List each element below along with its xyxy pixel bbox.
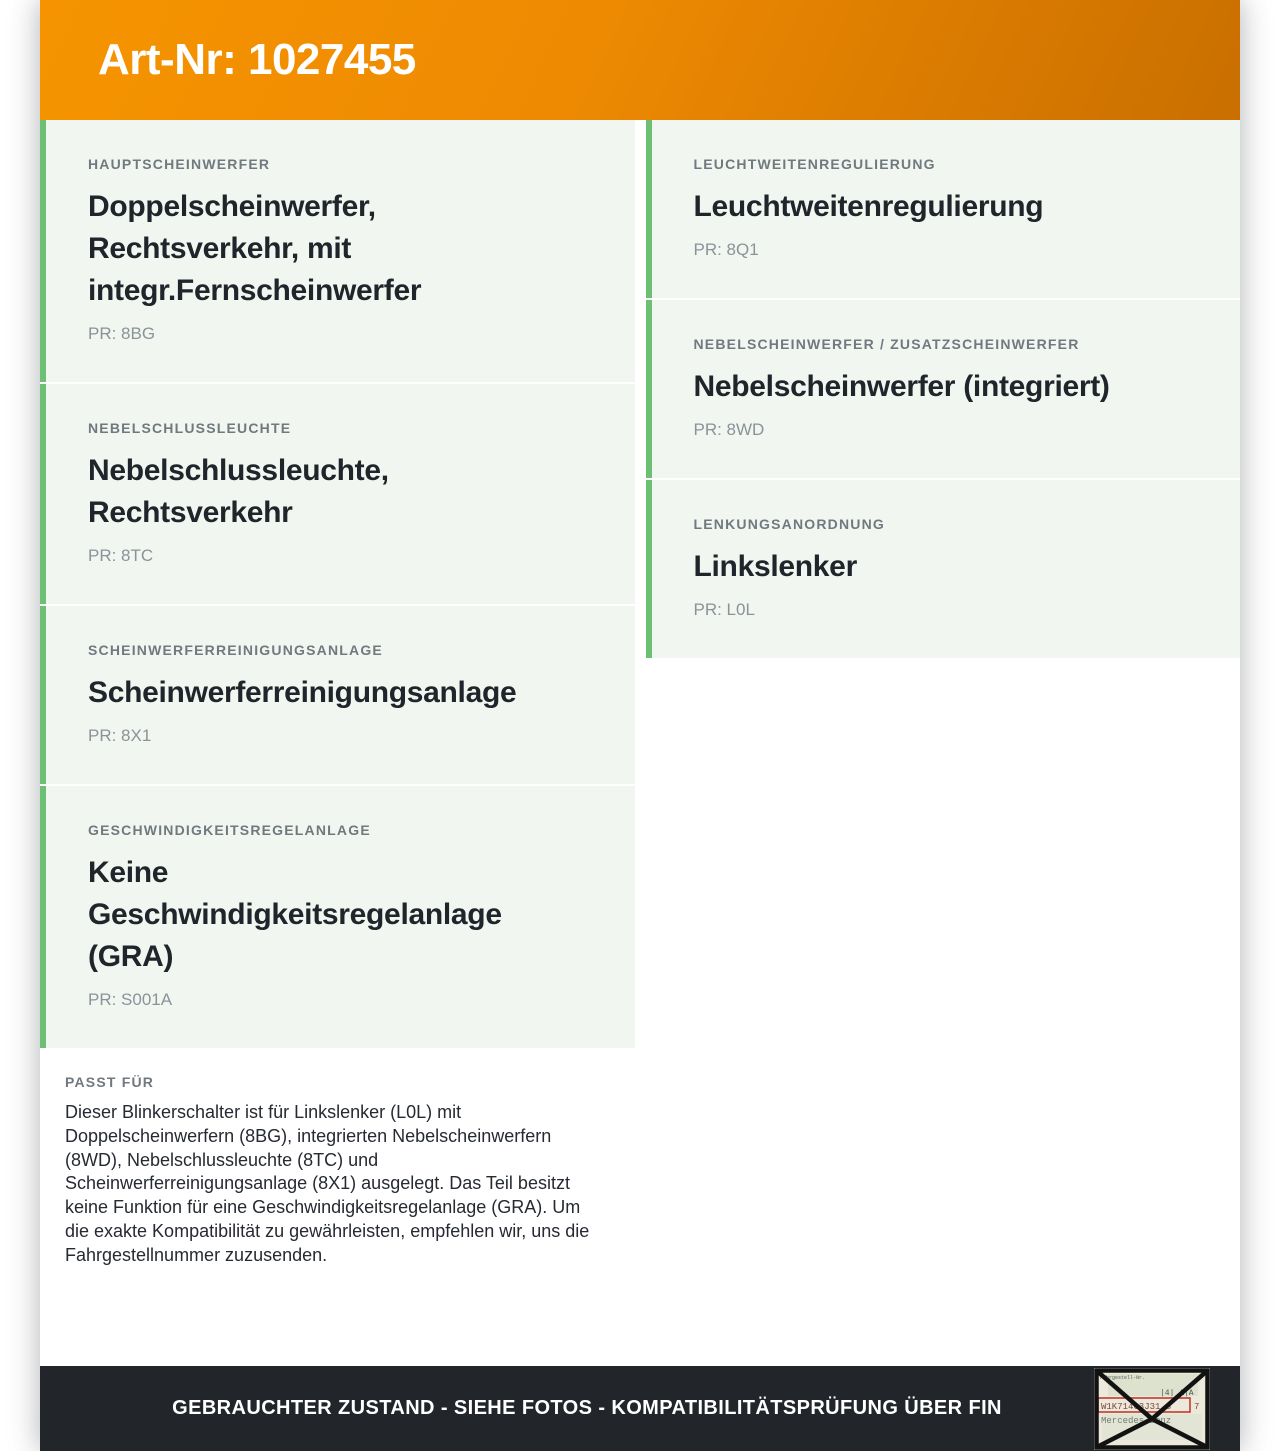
brand-text: Mercedes-Benz: [1101, 1415, 1172, 1426]
card-pr-code: PR: L0L: [693, 600, 755, 619]
card-pr-code: PR: 8Q1: [693, 240, 759, 259]
card-title: Scheinwerferreinigungsanlage: [88, 676, 517, 709]
document-label-text: Fahrgestell-Nr.: [1100, 1374, 1146, 1381]
equipment-card-hauptscheinwerfer: [40, 120, 635, 382]
envelope-vin-stamp-icon: [1094, 1368, 1210, 1450]
right-column: [646, 120, 1241, 658]
card-pr-code: PR: 8X1: [88, 726, 152, 745]
card-category-label: HAUPTSCHEINWERFER: [88, 156, 271, 172]
fit-note-text: Dieser Blinkerschalter ist für Linkslenker (L0L) mit Doppelscheinwerfern (8BG), integrierten Nebelscheinwerfern (8WD), Nebelschlussleuchte (8TC) und Scheinwerferreinigungsanlage (8X1) ausgelegt. Das Teil besitzt keine Funktion für eine Geschwindigkeitsregelanlage (GRA). Um die exakte Kompatibilität zu gewährleisten, empfehlen wir, uns die Fahrgestellnummer zuzusenden.: [65, 1102, 590, 1265]
left-column: [40, 120, 635, 1297]
document-line-text: |4| A|A: [1160, 1388, 1194, 1398]
card-pr-code: PR: 8BG: [88, 324, 156, 343]
article-number-title: Art-Nr: 1027455: [98, 35, 416, 84]
page-container: [40, 0, 1240, 1451]
card-category-label: LEUCHTWEITENREGULIERUNG: [693, 156, 936, 172]
card-category-label: NEBELSCHLUSSLEUCHTE: [88, 420, 292, 436]
card-title: Nebelschlussleuchte, Rechtsverkehr: [88, 454, 389, 529]
page-header: [40, 0, 1240, 120]
card-category-label: GESCHWINDIGKEITSREGELANLAGE: [88, 822, 371, 838]
fit-note-card: [40, 1048, 635, 1297]
card-title: Linkslenker: [693, 550, 857, 583]
equipment-card-scheinwerferreinigung: [40, 606, 635, 784]
card-category-label: SCHEINWERFERREINIGUNGSANLAGE: [88, 642, 383, 658]
card-pr-code: PR: 8WD: [693, 420, 765, 439]
card-category-label: LENKUNGSANORDNUNG: [693, 516, 886, 532]
card-pr-code: PR: S001A: [88, 990, 173, 1009]
vin-text: W1K71463J31 8: [1101, 1401, 1172, 1412]
condition-banner-text: GEBRAUCHTER ZUSTAND - SIEHE FOTOS - KOMPATIBILITÄTSPRÜFUNG ÜBER FIN: [172, 1397, 1002, 1419]
equipment-card-leuchtweitenregulierung: [646, 120, 1241, 298]
card-title: Nebelscheinwerfer (integriert): [693, 370, 1110, 403]
equipment-card-nebelschlussleuchte: [40, 384, 635, 604]
card-title: Doppelscheinwerfer, Rechtsverkehr, mit integr.Fernscheinwerfer: [88, 190, 422, 307]
card-title: Leuchtweitenregulierung: [693, 190, 1044, 223]
card-title: Keine Geschwindigkeitsregelanlage (GRA): [88, 856, 502, 973]
equipment-card-geschwindigkeitsregelanlage: [40, 786, 635, 1048]
card-pr-code: PR: 8TC: [88, 546, 154, 565]
condition-banner: [40, 1366, 1240, 1451]
fit-note-label: PASST FÜR: [65, 1074, 155, 1090]
vin-suffix-text: 7: [1194, 1401, 1200, 1412]
equipment-grid: [40, 120, 1240, 1363]
card-category-label: NEBELSCHEINWERFER / ZUSATZSCHEINWERFER: [693, 336, 1080, 352]
equipment-card-nebelscheinwerfer: [646, 300, 1241, 478]
equipment-card-lenkungsanordnung: [646, 480, 1241, 658]
